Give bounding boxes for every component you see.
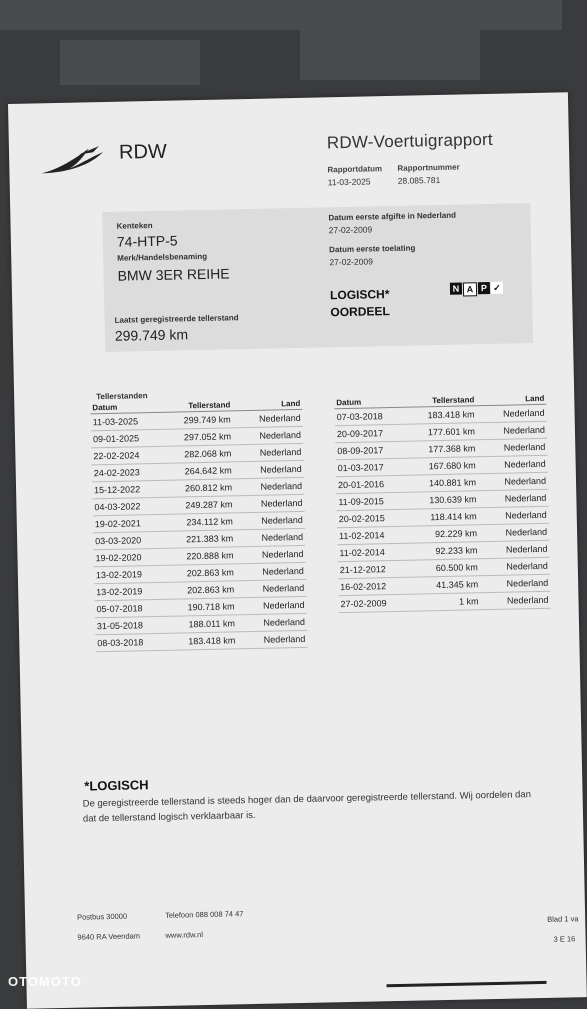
row-datum: 20-01-2016	[336, 475, 406, 493]
row-land: Nederland	[475, 421, 547, 440]
rdw-logo-icon	[39, 142, 110, 177]
row-datum: 19-02-2021	[93, 514, 163, 532]
row-land: Nederland	[476, 472, 548, 491]
row-tellerstand: 188.011 km	[165, 615, 235, 633]
col-land: Land	[474, 393, 546, 406]
verdict-line2: OORDEEL	[330, 304, 390, 320]
row-tellerstand: 297.052 km	[161, 428, 231, 446]
tellerstanden-table-right	[334, 393, 550, 613]
row-land: Nederland	[477, 523, 549, 542]
row-land: Nederland	[478, 557, 550, 576]
row-tellerstand: 183.418 km	[404, 406, 474, 424]
vehicle-info-box	[102, 203, 533, 352]
row-land: Nederland	[234, 579, 306, 598]
tellerstanden-table-left	[90, 398, 307, 652]
row-tellerstand: 118.414 km	[407, 508, 477, 526]
logo-text: RDW	[118, 140, 168, 164]
table-row	[338, 591, 550, 612]
row-tellerstand: 41.345 km	[408, 576, 478, 594]
row-datum: 19-02-2020	[93, 548, 163, 566]
nap-logo	[450, 282, 503, 297]
table-body-left	[91, 409, 308, 651]
row-land: Nederland	[234, 562, 306, 581]
kenteken-label: Kenteken	[116, 220, 153, 231]
row-tellerstand: 260.812 km	[162, 479, 232, 497]
footer-postbus: Postbus 30000	[76, 911, 128, 922]
merk-label: Merk/Handelsbenaming	[117, 251, 208, 263]
rapportdatum-label: Rapportdatum	[327, 164, 383, 175]
row-datum: 20-09-2017	[335, 424, 405, 442]
background-pattern	[60, 40, 200, 85]
document-page	[8, 92, 587, 1009]
footer-adres: 9640 RA Veendam	[77, 931, 141, 942]
table-title: Tellerstanden	[96, 391, 148, 402]
row-tellerstand: 190.718 km	[164, 598, 234, 616]
row-datum: 11-03-2025	[91, 412, 161, 430]
row-land: Nederland	[233, 511, 305, 530]
nap-letter-p: P	[478, 282, 490, 294]
verdict-line1: LOGISCH*	[329, 287, 390, 303]
rapportdatum-value: 11-03-2025	[327, 176, 371, 188]
row-tellerstand: 299.749 km	[160, 411, 230, 429]
row-datum: 31-05-2018	[95, 616, 165, 634]
footer-code: 3 E 16	[553, 934, 576, 944]
row-datum: 11-02-2014	[337, 543, 407, 561]
row-datum: 03-03-2020	[93, 531, 163, 549]
row-land: Nederland	[475, 455, 547, 474]
afgifte-label: Datum eerste afgifte in Nederland	[328, 210, 457, 223]
watermark: OTOMOTO	[8, 974, 82, 989]
row-tellerstand: 167.680 km	[406, 457, 476, 475]
row-land: Nederland	[476, 489, 548, 508]
rapportnummer-label: Rapportnummer	[397, 162, 460, 173]
footnote-line2: dat de tellerstand logisch verklaarbaar is.	[82, 809, 256, 825]
row-tellerstand: 202.863 km	[164, 581, 234, 599]
row-datum: 27-02-2009	[338, 594, 408, 612]
footnote-heading: *LOGISCH	[84, 777, 149, 794]
background-pattern	[300, 30, 480, 80]
tellerstand-label: Laatst geregistreerde tellerstand	[114, 313, 239, 325]
row-tellerstand: 202.863 km	[164, 564, 234, 582]
row-land: Nederland	[478, 574, 550, 593]
col-tellerstand: Tellerstand	[404, 394, 474, 407]
table-row	[95, 630, 307, 651]
row-land: Nederland	[475, 438, 547, 457]
col-tellerstand: Tellerstand	[160, 399, 230, 412]
row-datum: 05-07-2018	[94, 599, 164, 617]
row-datum: 24-02-2023	[92, 463, 162, 481]
row-datum: 04-03-2022	[92, 497, 162, 515]
row-land: Nederland	[232, 494, 304, 513]
row-datum: 16-02-2012	[338, 577, 408, 595]
row-datum: 11-09-2015	[336, 492, 406, 510]
toelating-label: Datum eerste toelating	[329, 243, 416, 255]
row-tellerstand: 282.068 km	[161, 445, 231, 463]
row-land: Nederland	[233, 528, 305, 547]
footer-telefoon: Telefoon 088 008 74 47	[164, 909, 244, 920]
row-land: Nederland	[235, 630, 307, 649]
verdict	[330, 286, 390, 321]
row-datum: 08-09-2017	[335, 441, 405, 459]
row-land: Nederland	[477, 540, 549, 559]
col-land: Land	[230, 398, 302, 411]
kenteken-value: 74-HTP-5	[116, 232, 178, 250]
row-tellerstand: 92.229 km	[407, 525, 477, 543]
nap-letter-a: A	[463, 282, 477, 296]
row-datum: 22-02-2024	[91, 446, 161, 464]
row-datum: 07-03-2018	[334, 407, 404, 425]
row-tellerstand: 140.881 km	[406, 474, 476, 492]
row-datum: 09-01-2025	[91, 429, 161, 447]
row-tellerstand: 183.418 km	[165, 632, 235, 650]
col-datum: Datum	[334, 396, 404, 409]
row-land: Nederland	[235, 613, 307, 632]
row-tellerstand: 1 km	[408, 593, 478, 611]
toelating-value: 27-02-2009	[329, 256, 373, 268]
row-land: Nederland	[233, 545, 305, 564]
row-land: Nederland	[478, 591, 550, 610]
background-pattern	[0, 0, 562, 30]
row-datum: 21-12-2012	[338, 560, 408, 578]
row-land: Nederland	[230, 409, 302, 428]
afgifte-value: 27-02-2009	[328, 224, 373, 236]
merk-value: BMW 3ER REIHE	[117, 265, 230, 284]
row-datum: 20-02-2015	[337, 509, 407, 527]
report-title: RDW-Voertuigrapport	[326, 129, 494, 153]
footnote-text	[83, 786, 584, 826]
col-datum: Datum	[90, 401, 160, 414]
row-datum: 08-03-2018	[95, 633, 165, 651]
row-land: Nederland	[477, 506, 549, 525]
row-tellerstand: 92.233 km	[407, 542, 477, 560]
tellerstand-value: 299.749 km	[114, 326, 189, 344]
row-datum: 13-02-2019	[94, 582, 164, 600]
row-tellerstand: 221.383 km	[163, 530, 233, 548]
row-land: Nederland	[231, 426, 303, 445]
row-tellerstand: 249.287 km	[162, 496, 232, 514]
row-tellerstand: 220.888 km	[163, 547, 233, 565]
row-land: Nederland	[232, 460, 304, 479]
row-tellerstand: 234.112 km	[163, 513, 233, 531]
row-tellerstand: 264.642 km	[162, 462, 232, 480]
row-datum: 01-03-2017	[336, 458, 406, 476]
row-land: Nederland	[234, 596, 306, 615]
table-body-right	[334, 404, 550, 612]
row-tellerstand: 177.601 km	[405, 423, 475, 441]
row-land: Nederland	[232, 477, 304, 496]
row-tellerstand: 177.368 km	[405, 440, 475, 458]
rapportnummer-value: 28.085.781	[397, 174, 441, 186]
footer-blad: Blad 1 va	[547, 914, 579, 924]
footnote-line1: De geregistreerde tellerstand is steeds hoger dan de daarvoor geregistreerde tellerstand. Wij oordelen dan	[82, 789, 532, 810]
row-tellerstand: 130.639 km	[406, 491, 476, 509]
footer-website: www.rdw.nl	[165, 930, 204, 940]
row-land: Nederland	[474, 404, 546, 423]
nap-letter-n: N	[450, 283, 462, 295]
row-datum: 11-02-2014	[337, 526, 407, 544]
row-datum: 13-02-2019	[94, 565, 164, 583]
decorative-stripes	[387, 981, 547, 987]
row-land: Nederland	[231, 443, 303, 462]
row-datum: 15-12-2022	[92, 480, 162, 498]
row-tellerstand: 60.500 km	[408, 559, 478, 577]
checkmark-icon: ✓	[491, 282, 503, 294]
